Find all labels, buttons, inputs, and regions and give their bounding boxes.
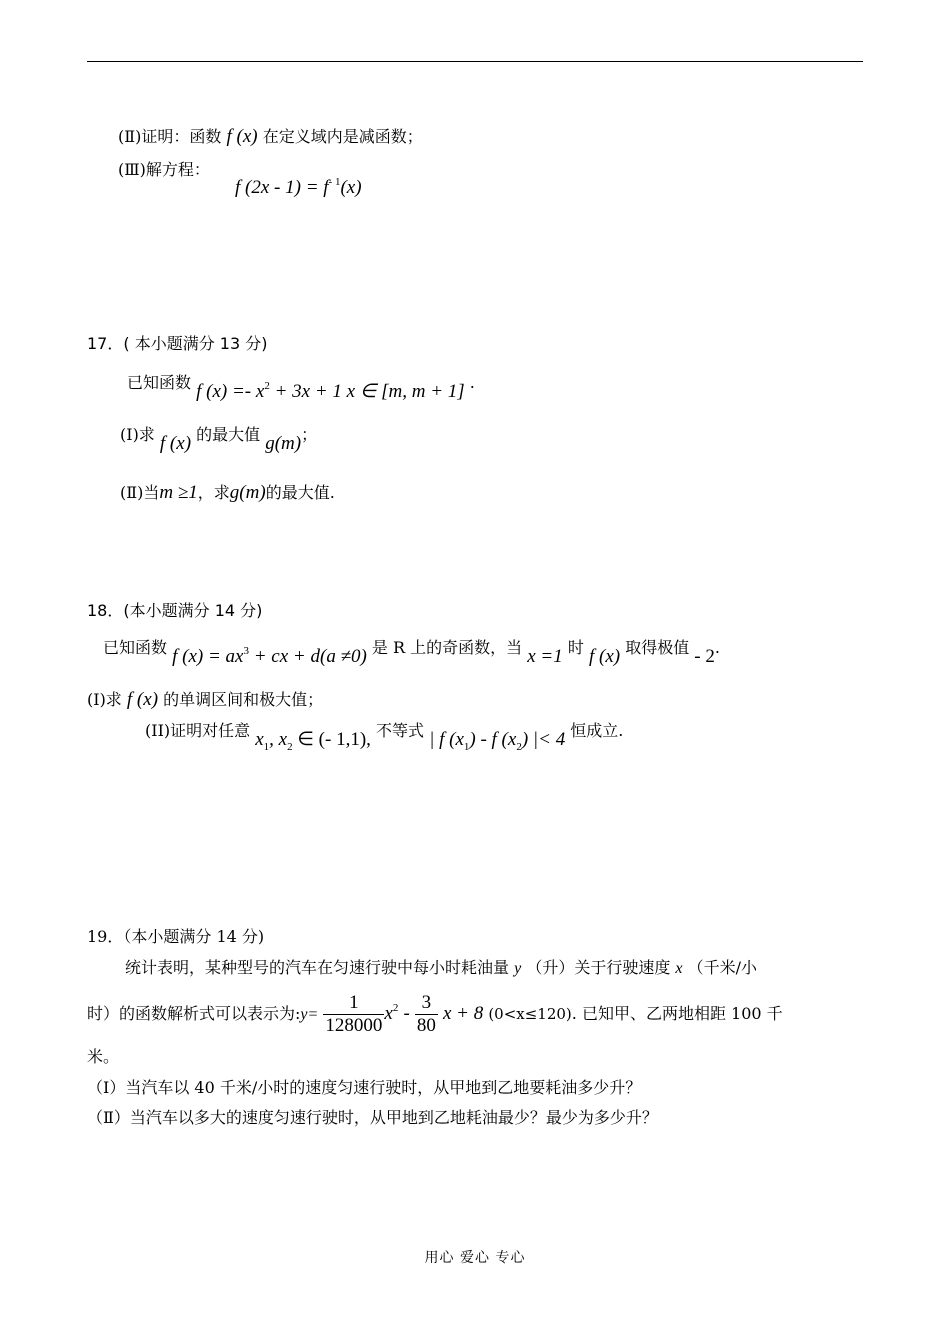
q19-line1-x: x: [675, 960, 683, 977]
q17-part2-cond: m ≥1: [159, 482, 198, 503]
q18-x2: , x: [269, 729, 288, 750]
q18-func-a: f (x) = ax: [172, 646, 244, 667]
q19-frac2-num: 3: [415, 992, 438, 1015]
q18-part1: [87, 689, 323, 711]
q16-part2-func: f (x): [226, 126, 258, 147]
q18-end: .: [714, 638, 720, 657]
q18-mid1: 是 R 上的奇函数，当: [371, 638, 523, 657]
q18-part1-suffix: 的单调区间和极大值；: [163, 690, 324, 709]
q19-frac2-den: 80: [416, 1015, 436, 1036]
q16-part2-prefix: (Ⅱ)证明：函数: [118, 127, 222, 146]
q17-part2-mid: ，求: [197, 483, 230, 502]
q17-header: 17．( 本小题满分 13 分): [87, 334, 268, 353]
q17-func-sup: 2: [264, 380, 270, 392]
q19-line1-c: （千米/小: [687, 958, 758, 977]
q17-func-end: .: [469, 373, 475, 392]
q19-tail: x + 8: [442, 1003, 484, 1024]
q17-part1-mid: 的最大值: [196, 425, 261, 444]
q17-part1-prefix: (Ⅰ)求: [120, 425, 155, 444]
q18-intro: 已知函数: [103, 638, 168, 657]
q19-line1-a: 统计表明，某种型号的汽车在匀速行驶中每小时耗油量: [125, 958, 510, 977]
q17-intro-line: [127, 366, 475, 402]
q18-x2-sub: 2: [287, 741, 293, 753]
q18-header: 18．(本小题满分 14 分): [87, 601, 263, 620]
q18-mid2: 时: [567, 638, 584, 657]
q19-line2: [87, 986, 783, 1037]
q19-line1: [125, 957, 757, 980]
q18-intro-line: [103, 631, 720, 667]
q17-func-b: + 3x + 1 x ∈ [m, m + 1]: [269, 381, 465, 402]
q17-func-a: f (x) =- x: [196, 381, 265, 402]
q18-part2-prefix: (II)证明对任意: [145, 721, 251, 740]
page-footer: 用心 爱心 专心: [424, 1250, 526, 1266]
q18-part1-prefix: (I)求: [87, 690, 122, 709]
q19-frac1-num: 1: [323, 992, 384, 1015]
q18-part1-func: f (x): [126, 689, 159, 710]
q16-part2: [118, 126, 423, 148]
q19-x2-sup: 2: [392, 1002, 399, 1014]
q16-part3-equation: [235, 171, 362, 199]
q19-line3: 米。: [87, 1047, 120, 1066]
q16-part3-prefix: (Ⅲ)解方程：: [118, 160, 210, 179]
q19-part2: （Ⅱ）当汽车以多大的速度匀速行驶时，从甲地到乙地耗油最少？最少为多少升？: [87, 1108, 658, 1127]
q18-ineq-sub2: 2: [516, 741, 522, 753]
q18-range: ∈ (- 1,1),: [292, 729, 371, 750]
q19-part1: （Ⅰ）当汽车以 40 千米/小时的速度匀速行驶时，从甲地到乙地要耗油多少升？: [87, 1078, 642, 1097]
q17-part2-prefix: (Ⅱ)当: [120, 483, 160, 502]
q17-part2-end: 的最大值.: [265, 483, 335, 502]
q19-line2-y: y=: [300, 1006, 319, 1023]
q18-func2: f (x): [588, 646, 621, 667]
q19-domain: (0<x≤120): [488, 1005, 572, 1023]
q19-frac1: [323, 992, 384, 1037]
q18-part2: [145, 720, 624, 753]
q18-x1-sub: 1: [263, 741, 270, 753]
q18-func-sup: 3: [243, 645, 249, 657]
q17-part2: [120, 482, 335, 504]
q19-minus: -: [403, 1003, 410, 1024]
q18-part2-end: 恒成立.: [570, 721, 624, 740]
q19-line2-b: . 已知甲、乙两地相距 100 千: [571, 1004, 783, 1023]
q18-part2-mid: 不等式: [376, 721, 425, 740]
header-rule: [87, 61, 863, 62]
q17-part1-end: ；: [301, 425, 318, 444]
q19-frac2: [415, 992, 438, 1037]
q19-header: 19．（本小题满分 14 分): [87, 927, 265, 946]
q18-cond: x =1: [527, 646, 563, 667]
q16-eq-left: f (2x - 1) = f: [235, 177, 329, 198]
q19-line1-b: （升）关于行驶速度: [526, 958, 671, 977]
q19-x2: x: [384, 1003, 393, 1024]
q19-line2-a: 时）的函数解析式可以表示为:: [87, 1004, 301, 1023]
q17-part1: [120, 424, 318, 454]
q17-part1-gm: g(m): [265, 433, 302, 454]
q17-part1-func: f (x): [159, 433, 192, 454]
q17-intro: 已知函数: [127, 373, 192, 392]
q16-part3: [118, 159, 210, 181]
q16-eq-sup: - 1: [328, 176, 341, 188]
q18-mid3: 取得极值: [625, 638, 690, 657]
q16-eq-right: (x): [340, 177, 362, 198]
q16-part2-suffix: 在定义域内是减函数；: [262, 127, 423, 146]
q19-line1-y: y: [514, 960, 522, 977]
q18-ineq-b: ) - f (x: [469, 729, 517, 750]
q17-part2-gm: g(m): [229, 482, 266, 503]
q18-x1: x: [255, 729, 264, 750]
q19-frac1-den: 128000: [325, 1015, 383, 1036]
q18-val: - 2: [694, 646, 715, 667]
q18-ineq-a: | f (x: [429, 729, 464, 750]
q18-func-b: + cx + d(a ≠0): [248, 646, 367, 667]
q18-ineq-c: ) |< 4: [521, 729, 566, 750]
q18-ineq-sub1: 1: [463, 741, 470, 753]
